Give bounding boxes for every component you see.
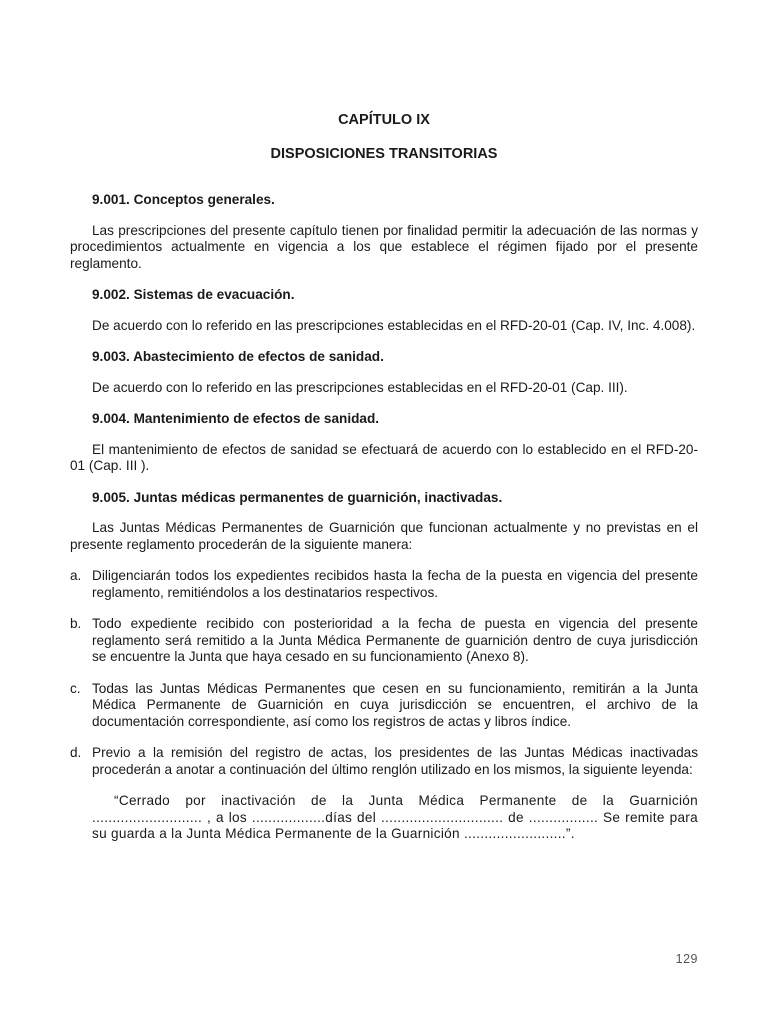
section-heading: 9.005. Juntas médicas permanentes de guarnición, inactivadas.: [92, 489, 503, 505]
procedure-list: [70, 568, 698, 778]
list-item-text: Diligenciarán todos los expedientes recibidos hasta la fecha de la puesta en vigencia del presente reglamento, remitiéndolos a los destinatarios respectivos.: [92, 568, 698, 600]
section-9-003: [70, 349, 698, 396]
list-marker: d.: [70, 745, 82, 760]
section-heading: 9.004. Mantenimiento de efectos de sanidad.: [92, 411, 380, 426]
page-number: 129: [675, 952, 698, 966]
section-paragraph: De acuerdo con lo referido en las prescripciones establecidas en el RFD-20-01 (Cap. IV, Inc. 4.008).: [92, 317, 696, 333]
section-paragraph: De acuerdo con lo referido en las prescripciones establecidas en el RFD-20-01 (Cap. III).: [92, 379, 628, 395]
section-paragraph: Las prescripciones del presente capítulo tienen por finalidad permitir la adecuación de las normas y procedimientos actualmente en vigencia a los que establece el régimen fijado por el presente reglamento.: [70, 222, 698, 271]
document-body: [70, 192, 698, 843]
closing-legend-quote: “Cerrado por inactivación de la Junta Médica Permanente de la Guarnición ........................... , a los ..................días del .............................. de ................. Se remite para su guarda a la Junta Médica Permanente de la Guarnición .........................”.: [92, 793, 698, 841]
section-heading: 9.002. Sistemas de evacuación.: [92, 287, 295, 302]
section-9-005: [70, 490, 698, 554]
list-item-text: Previo a la remisión del registro de actas, los presidentes de las Juntas Médicas inactivadas procederán a anotar a continuación del último renglón utilizado en los mismos, la siguiente leyenda:: [92, 745, 698, 777]
section-9-004: [70, 411, 698, 475]
list-item-text: Todas las Juntas Médicas Permanentes que cesen en su funcionamiento, remitirán a la Junta Médica Permanente de Guarnición en cuya jurisdicción se encuentren, el archivo de la documentación correspondiente, así como los registros de actas y libros índice.: [92, 680, 698, 729]
list-item-text: Todo expediente recibido con posterioridad a la fecha de puesta en vigencia del presente reglamento será remitido a la Junta Médica Permanente de guarnición dentro de cuya jurisdicción se encuentre la Junta que haya cesado en su funcionamiento (Anexo 8).: [92, 616, 698, 664]
list-item-b: [70, 616, 698, 666]
list-marker: b.: [70, 616, 82, 631]
list-marker: a.: [70, 568, 82, 583]
section-9-002: [70, 287, 698, 334]
section-heading: 9.003. Abastecimiento de efectos de sanidad.: [92, 349, 384, 364]
list-item-c: [70, 681, 698, 731]
section-9-001: [70, 192, 698, 272]
section-paragraph: El mantenimiento de efectos de sanidad se efectuará de acuerdo con lo establecido en el RFD-20-01 (Cap. III ).: [70, 441, 698, 473]
section-paragraph: Las Juntas Médicas Permanentes de Guarnición que funcionan actualmente y no previstas en el presente reglamento procederán de la siguiente manera:: [70, 520, 698, 552]
section-heading: 9.001. Conceptos generales.: [92, 192, 275, 207]
chapter-title: CAPÍTULO IX: [338, 112, 430, 128]
list-item-a: [70, 568, 698, 601]
chapter-subtitle: DISPOSICIONES TRANSITORIAS: [270, 146, 498, 162]
list-marker: c.: [70, 680, 81, 696]
list-item-d: [70, 745, 698, 778]
